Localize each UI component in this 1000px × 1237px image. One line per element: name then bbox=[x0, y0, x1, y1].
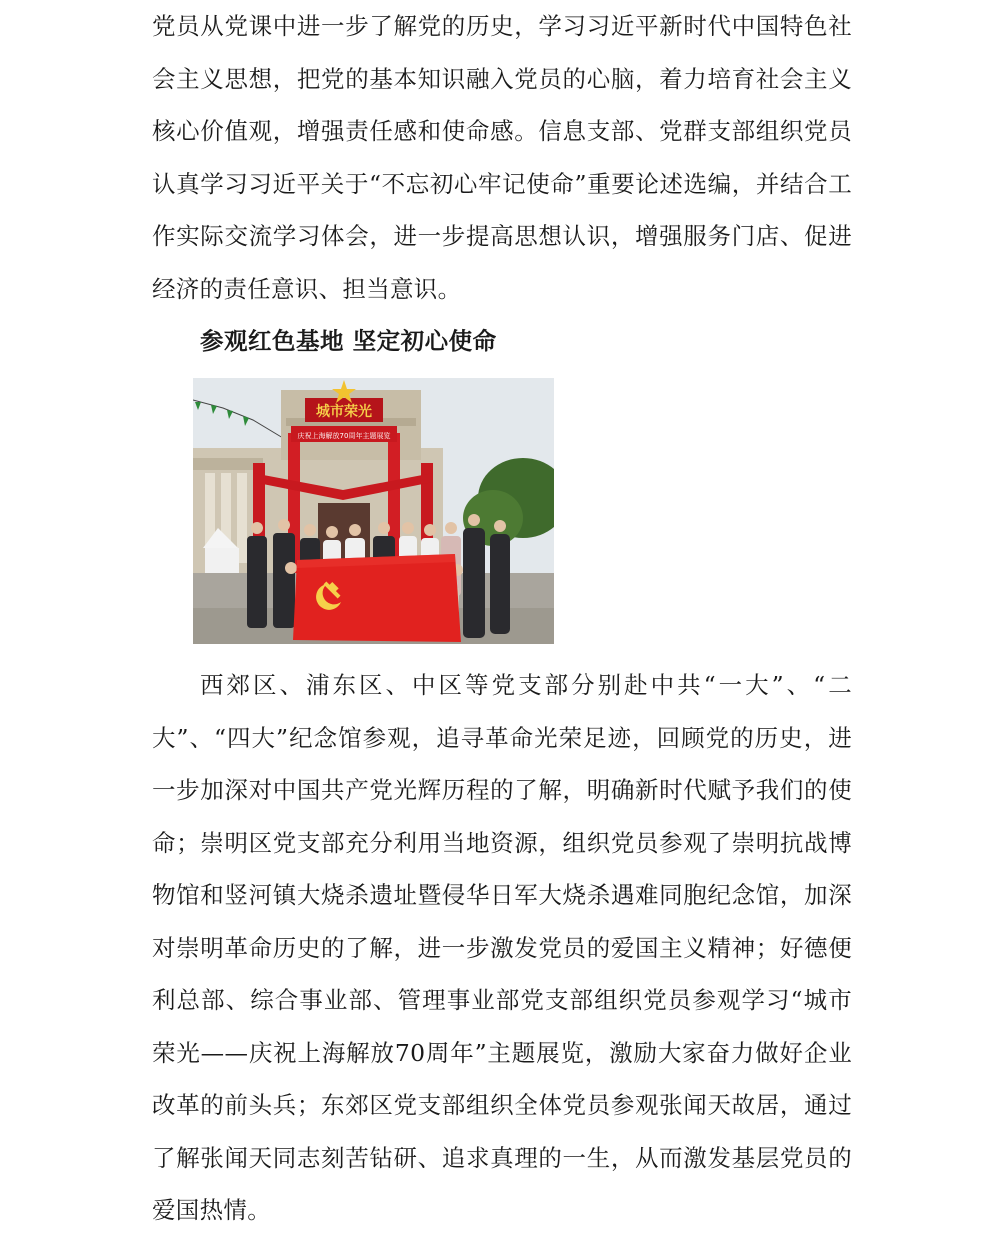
body-paragraph-2: 西郊区、浦东区、中区等党支部分别赴中共“一大”、“二大”、“四大”纪念馆参观，追寻革命光荣足迹，回顾党的历史，进一步加深对中国共产党光辉历程的了解，明确新时代赋予我们的使命；崇明区党支部充分利用当地资源，组织党员参观了崇明抗战博物馆和竖河镇大烧杀遗址暨侵华日军大烧杀遇难同胞纪念馆，加深对崇明革命历史的了解，进一步激发党员的爱国主义精神；好德便利总部、综合事业部、管理事业部党支部组织党员参观学习“城市荣光——庆祝上海解放70周年”主题展览，激励大家奋力做好企业改革的前头兵；东郊区党支部组织全体党员参观张闻天故居，通过了解张闻天同志刻苦钻研、追求真理的一生，从而激发基层党员的爱国热情。 bbox=[152, 671, 852, 1224]
exhibition-banner-text: 庆祝上海解放70周年主题展览 bbox=[297, 432, 391, 440]
exhibition-group-photo bbox=[193, 378, 554, 644]
body-paragraph-1: 党员从党课中进一步了解党的历史，学习习近平新时代中国特色社会主义思想，把党的基本知识融入党员的心脑，着力培育社会主义核心价值观，增强责任感和使命感。信息支部、党群支部组织党员认真学习习近平关于“不忘初心牢记使命”重要论述选编，并结合工作实际交流学习体会，进一步提高思想认识，增强服务门店、促进经济的责任意识、担当意识。 bbox=[152, 12, 852, 303]
arch-sign-text: 城市荣光 bbox=[316, 404, 372, 420]
section-heading: 参观红色基地 坚定初心使命 bbox=[200, 327, 497, 355]
